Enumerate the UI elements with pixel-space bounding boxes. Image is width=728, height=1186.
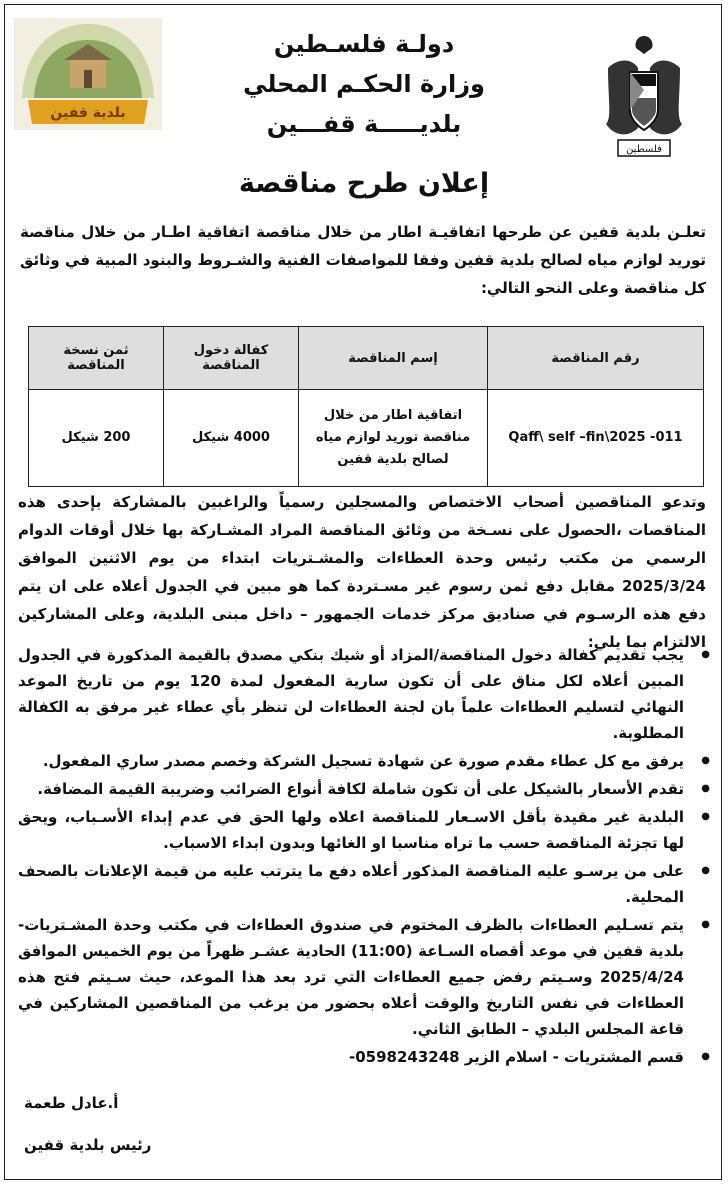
column-header: إسم المناقصة [299,327,488,390]
municipality-logo-icon [14,18,162,130]
column-header: ثمن نسخة المناقصة [29,327,164,390]
list-item: ● تقدم الأسعار بالشيكل على أن تكون شاملة لكافة أنواع الضرائب وضريبة القيمة المضافة. [18,776,684,802]
list-item: ● البلدية غير مقيدة بأقل الاسـعار للمناقصة اعلاه ولها الحق في عدم إبداء الأسـباب، ويحق لها تجزئة المناقصة حسب ما تراه مناسبا او الغائها وبدون ابداء الاسباب. [18,804,684,856]
tender-number-cell: Qaff\ self –fin\2025 -011 [488,390,704,487]
column-header: كفالة دخول المناقصة [164,327,299,390]
intro-paragraph: تعلـن بلدية قفين عن طرحها اتفاقيـة اطار من خلال مناقصة اتفاقية اطـار من خلال مناقصة توريد لوازم مياه لصالح بلدية قفين وفقا للمواصفات الفنية والشـروط والبنود المبية في وثائق كل مناقصة وعلى النحو التالي: [20,223,706,297]
conditions-list [18,642,710,1072]
palestine-emblem-icon [598,28,690,168]
announcement-title: إعلان طرح مناقصة [238,168,490,199]
list-item: ● يتم تسـليم العطاءات بالظرف المختوم في صندوق العطاءات في مكتب وحدة المشـتريات- بلدية قفين في موعد أقصاه السـاعة (11:00) الحادية عشـر ظهراً من يوم الخميس الموافق 2025/4/24 وسـيتم رفض جميع العطاءات التي ترد بعد هذا الموعد، حيث سـيتم فتح هذه العطاءات في نفس التاريخ والوقت أعلاه بحضور من يرغب من المناقصين المشاركين في قاعة المجلس البلدي – الطابق الثاني. [18,912,684,1042]
ministry-name: وزارة الحكـم المحلي [243,70,485,98]
copy-price-cell: 200 شيكل [29,390,164,487]
tender-table [28,326,704,487]
bid-bond-cell: 4000 شيكل [164,390,299,487]
list-item: ● على من يرسـو عليه المناقصة المذكور أعلاه دفع ما يترتب عليه من قيمة الإعلانات بالصحف المحلية. [18,858,684,910]
logo-caption: بلدية قفين [50,105,126,121]
list-item: ● قسم المشتريات - اسلام الزير 0598243248- [18,1044,684,1070]
tender-name-cell: اتفاقية اطار من خلال مناقصة توريد لوازم مياه لصالح بلدية قفين [299,390,488,487]
letterhead [0,0,728,170]
column-header: رقم المناقصة [488,327,704,390]
list-item: ● يرفق مع كل عطاء مقدم صورة عن شهادة تسجيل الشركة وخصم مصدر ساري المفعول. [18,748,684,774]
emblem-caption: فلسطين [626,144,662,155]
state-name: دولـة فلسـطين [273,30,455,58]
list-item: ● يجب تقديم كفالة دخول المناقصة/المزاد أو شيك بنكي مصدق بالقيمة المذكورة في الجدول المبين أعلاه لكل مناق على أن تكون سارية المفعول لمدة 120 يوم من تاريخ الموعد النهائي لتسليم العطاءات علماً بان لجنة العطاءات لن تنظر بأي عطاء غير مرفق به الكفالة المطلوبة. [18,642,684,746]
invitation-paragraph: وتدعو المناقصين أصحاب الاختصاص والمسجلين رسمياً والراغبين بالمشاركة بإحدى هذه المناقصات ،الحصول على نسـخة من وثائق المناقصة المراد المشـاركة بها خلال أوقات الدوام الرسمي من مكتب رئيس وحدة العطاءات والمشـتريات ابتداء من يوم الاثنين الموافق 2025/3/24 مقابل دفع ثمن رسوم غير مسـتردة كما هو مبين في الجدول أعلاه على ان يتم دفع هذه الرسـوم في صناديق مركز خدمات الجمهور – داخل مبنى البلدية، وعلى المشاركين الالتزام بما يلي: [18,493,706,651]
signatory-role: رئيس بلدية قفين [24,1136,152,1154]
signatory-name: أ.عادل طعمة [24,1094,119,1112]
table-header-row [29,327,704,390]
table-row [29,390,704,487]
municipality-name: بلديـــــة قفـــين [266,110,462,138]
